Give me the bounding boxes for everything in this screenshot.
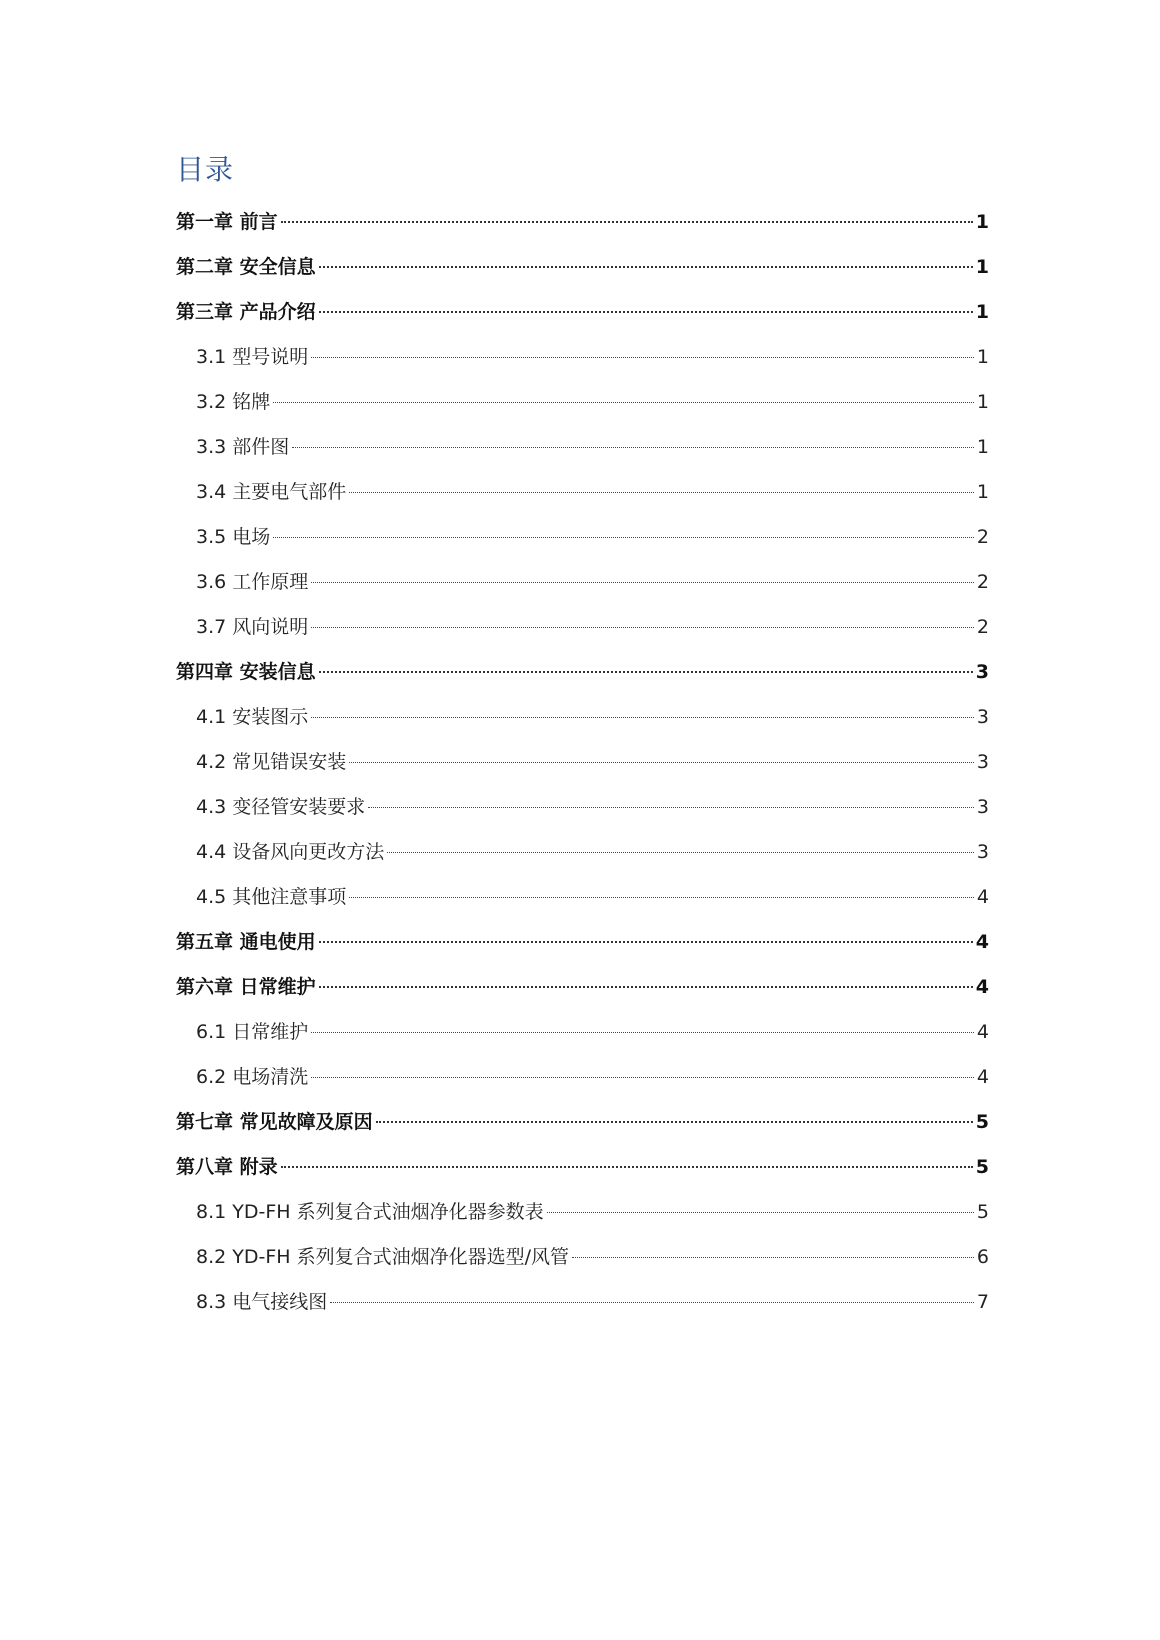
toc-entry-label: 6.1 日常维护 (196, 1021, 309, 1043)
toc-entry-label: 4.4 设备风向更改方法 (196, 841, 385, 863)
toc-entry-label: 3.2 铭牌 (196, 391, 271, 413)
toc-page-number: 4 (976, 1066, 989, 1088)
dot-leader (281, 221, 973, 223)
table-of-contents (176, 200, 989, 1325)
dot-leader (311, 357, 974, 358)
toc-entry[interactable] (176, 335, 989, 380)
dot-leader (273, 537, 974, 538)
toc-page-number: 1 (975, 211, 989, 233)
toc-page-number: 4 (976, 886, 989, 908)
toc-page-number: 2 (976, 616, 989, 638)
toc-page-number: 3 (975, 661, 989, 683)
toc-entry[interactable] (176, 785, 989, 830)
dot-leader (368, 807, 974, 808)
toc-entry[interactable] (176, 470, 989, 515)
toc-entry-label: 4.2 常见错误安装 (196, 751, 347, 773)
toc-page-number: 4 (975, 931, 989, 953)
toc-entry[interactable] (176, 875, 989, 920)
toc-entry[interactable] (176, 1280, 989, 1325)
toc-entry-label: 第八章 附录 (176, 1156, 278, 1178)
dot-leader (292, 447, 974, 448)
dot-leader (311, 1077, 974, 1078)
toc-page-number: 1 (976, 346, 989, 368)
toc-entry[interactable] (176, 1100, 989, 1145)
toc-entry-label: 第七章 常见故障及原因 (176, 1111, 373, 1133)
toc-entry[interactable] (176, 740, 989, 785)
toc-entry-label: 8.1 YD-FH 系列复合式油烟净化器参数表 (196, 1201, 544, 1223)
toc-entry[interactable] (176, 605, 989, 650)
toc-entry-label: 3.1 型号说明 (196, 346, 309, 368)
toc-page-number: 3 (976, 796, 989, 818)
toc-entry[interactable] (176, 380, 989, 425)
toc-page-number: 3 (976, 706, 989, 728)
toc-entry-label: 3.3 部件图 (196, 436, 290, 458)
dot-leader (330, 1302, 974, 1303)
dot-leader (311, 717, 974, 718)
toc-entry-label: 第六章 日常维护 (176, 976, 316, 998)
toc-entry-label: 第五章 通电使用 (176, 931, 316, 953)
toc-page-number: 7 (976, 1291, 989, 1313)
toc-entry[interactable] (176, 200, 989, 245)
toc-page-number: 3 (976, 841, 989, 863)
dot-leader (273, 402, 974, 403)
dot-leader (311, 1032, 974, 1033)
toc-page-number: 1 (976, 481, 989, 503)
toc-entry-label: 第四章 安装信息 (176, 661, 316, 683)
toc-entry[interactable] (176, 1235, 989, 1280)
toc-entry-label: 3.7 风向说明 (196, 616, 309, 638)
dot-leader (376, 1121, 973, 1123)
toc-entry-label: 第三章 产品介绍 (176, 301, 316, 323)
toc-page-number: 1 (975, 301, 989, 323)
toc-page-number: 6 (976, 1246, 989, 1268)
toc-entry-label: 3.4 主要电气部件 (196, 481, 347, 503)
page-title: 目录 (176, 153, 235, 186)
toc-entry-label: 3.5 电场 (196, 526, 271, 548)
toc-page-number: 3 (976, 751, 989, 773)
toc-entry[interactable] (176, 245, 989, 290)
toc-entry[interactable] (176, 1190, 989, 1235)
dot-leader (319, 941, 973, 943)
toc-entry-label: 第一章 前言 (176, 211, 278, 233)
toc-entry[interactable] (176, 965, 989, 1010)
toc-entry[interactable] (176, 650, 989, 695)
toc-entry-label: 6.2 电场清洗 (196, 1066, 309, 1088)
dot-leader (319, 266, 973, 268)
toc-entry[interactable] (176, 290, 989, 335)
dot-leader (319, 311, 973, 313)
toc-entry-label: 4.3 变径管安装要求 (196, 796, 366, 818)
toc-entry[interactable] (176, 1145, 989, 1190)
dot-leader (319, 986, 973, 988)
toc-entry[interactable] (176, 695, 989, 740)
toc-entry[interactable] (176, 560, 989, 605)
toc-page-number: 5 (976, 1201, 989, 1223)
toc-entry-label: 8.3 电气接线图 (196, 1291, 328, 1313)
toc-entry-label: 第二章 安全信息 (176, 256, 316, 278)
toc-page-number: 4 (976, 1021, 989, 1043)
toc-page-number: 4 (975, 976, 989, 998)
toc-page-number: 2 (976, 526, 989, 548)
toc-entry-label: 4.1 安装图示 (196, 706, 309, 728)
dot-leader (349, 762, 974, 763)
toc-entry-label: 4.5 其他注意事项 (196, 886, 347, 908)
toc-entry-label: 8.2 YD-FH 系列复合式油烟净化器选型/风管 (196, 1246, 570, 1268)
toc-entry[interactable] (176, 515, 989, 560)
toc-page-number: 5 (975, 1111, 989, 1133)
dot-leader (572, 1257, 974, 1258)
toc-page-number: 1 (976, 436, 989, 458)
toc-entry[interactable] (176, 425, 989, 470)
dot-leader (281, 1166, 973, 1168)
toc-page-number: 1 (976, 391, 989, 413)
toc-entry[interactable] (176, 1010, 989, 1055)
dot-leader (311, 582, 974, 583)
dot-leader (319, 671, 973, 673)
toc-entry-label: 3.6 工作原理 (196, 571, 309, 593)
dot-leader (311, 627, 974, 628)
toc-page-number: 2 (976, 571, 989, 593)
toc-entry[interactable] (176, 920, 989, 965)
toc-page-number: 1 (975, 256, 989, 278)
dot-leader (387, 852, 974, 853)
toc-entry[interactable] (176, 830, 989, 875)
toc-page-number: 5 (975, 1156, 989, 1178)
dot-leader (547, 1212, 974, 1213)
dot-leader (349, 492, 974, 493)
toc-entry[interactable] (176, 1055, 989, 1100)
dot-leader (349, 897, 974, 898)
